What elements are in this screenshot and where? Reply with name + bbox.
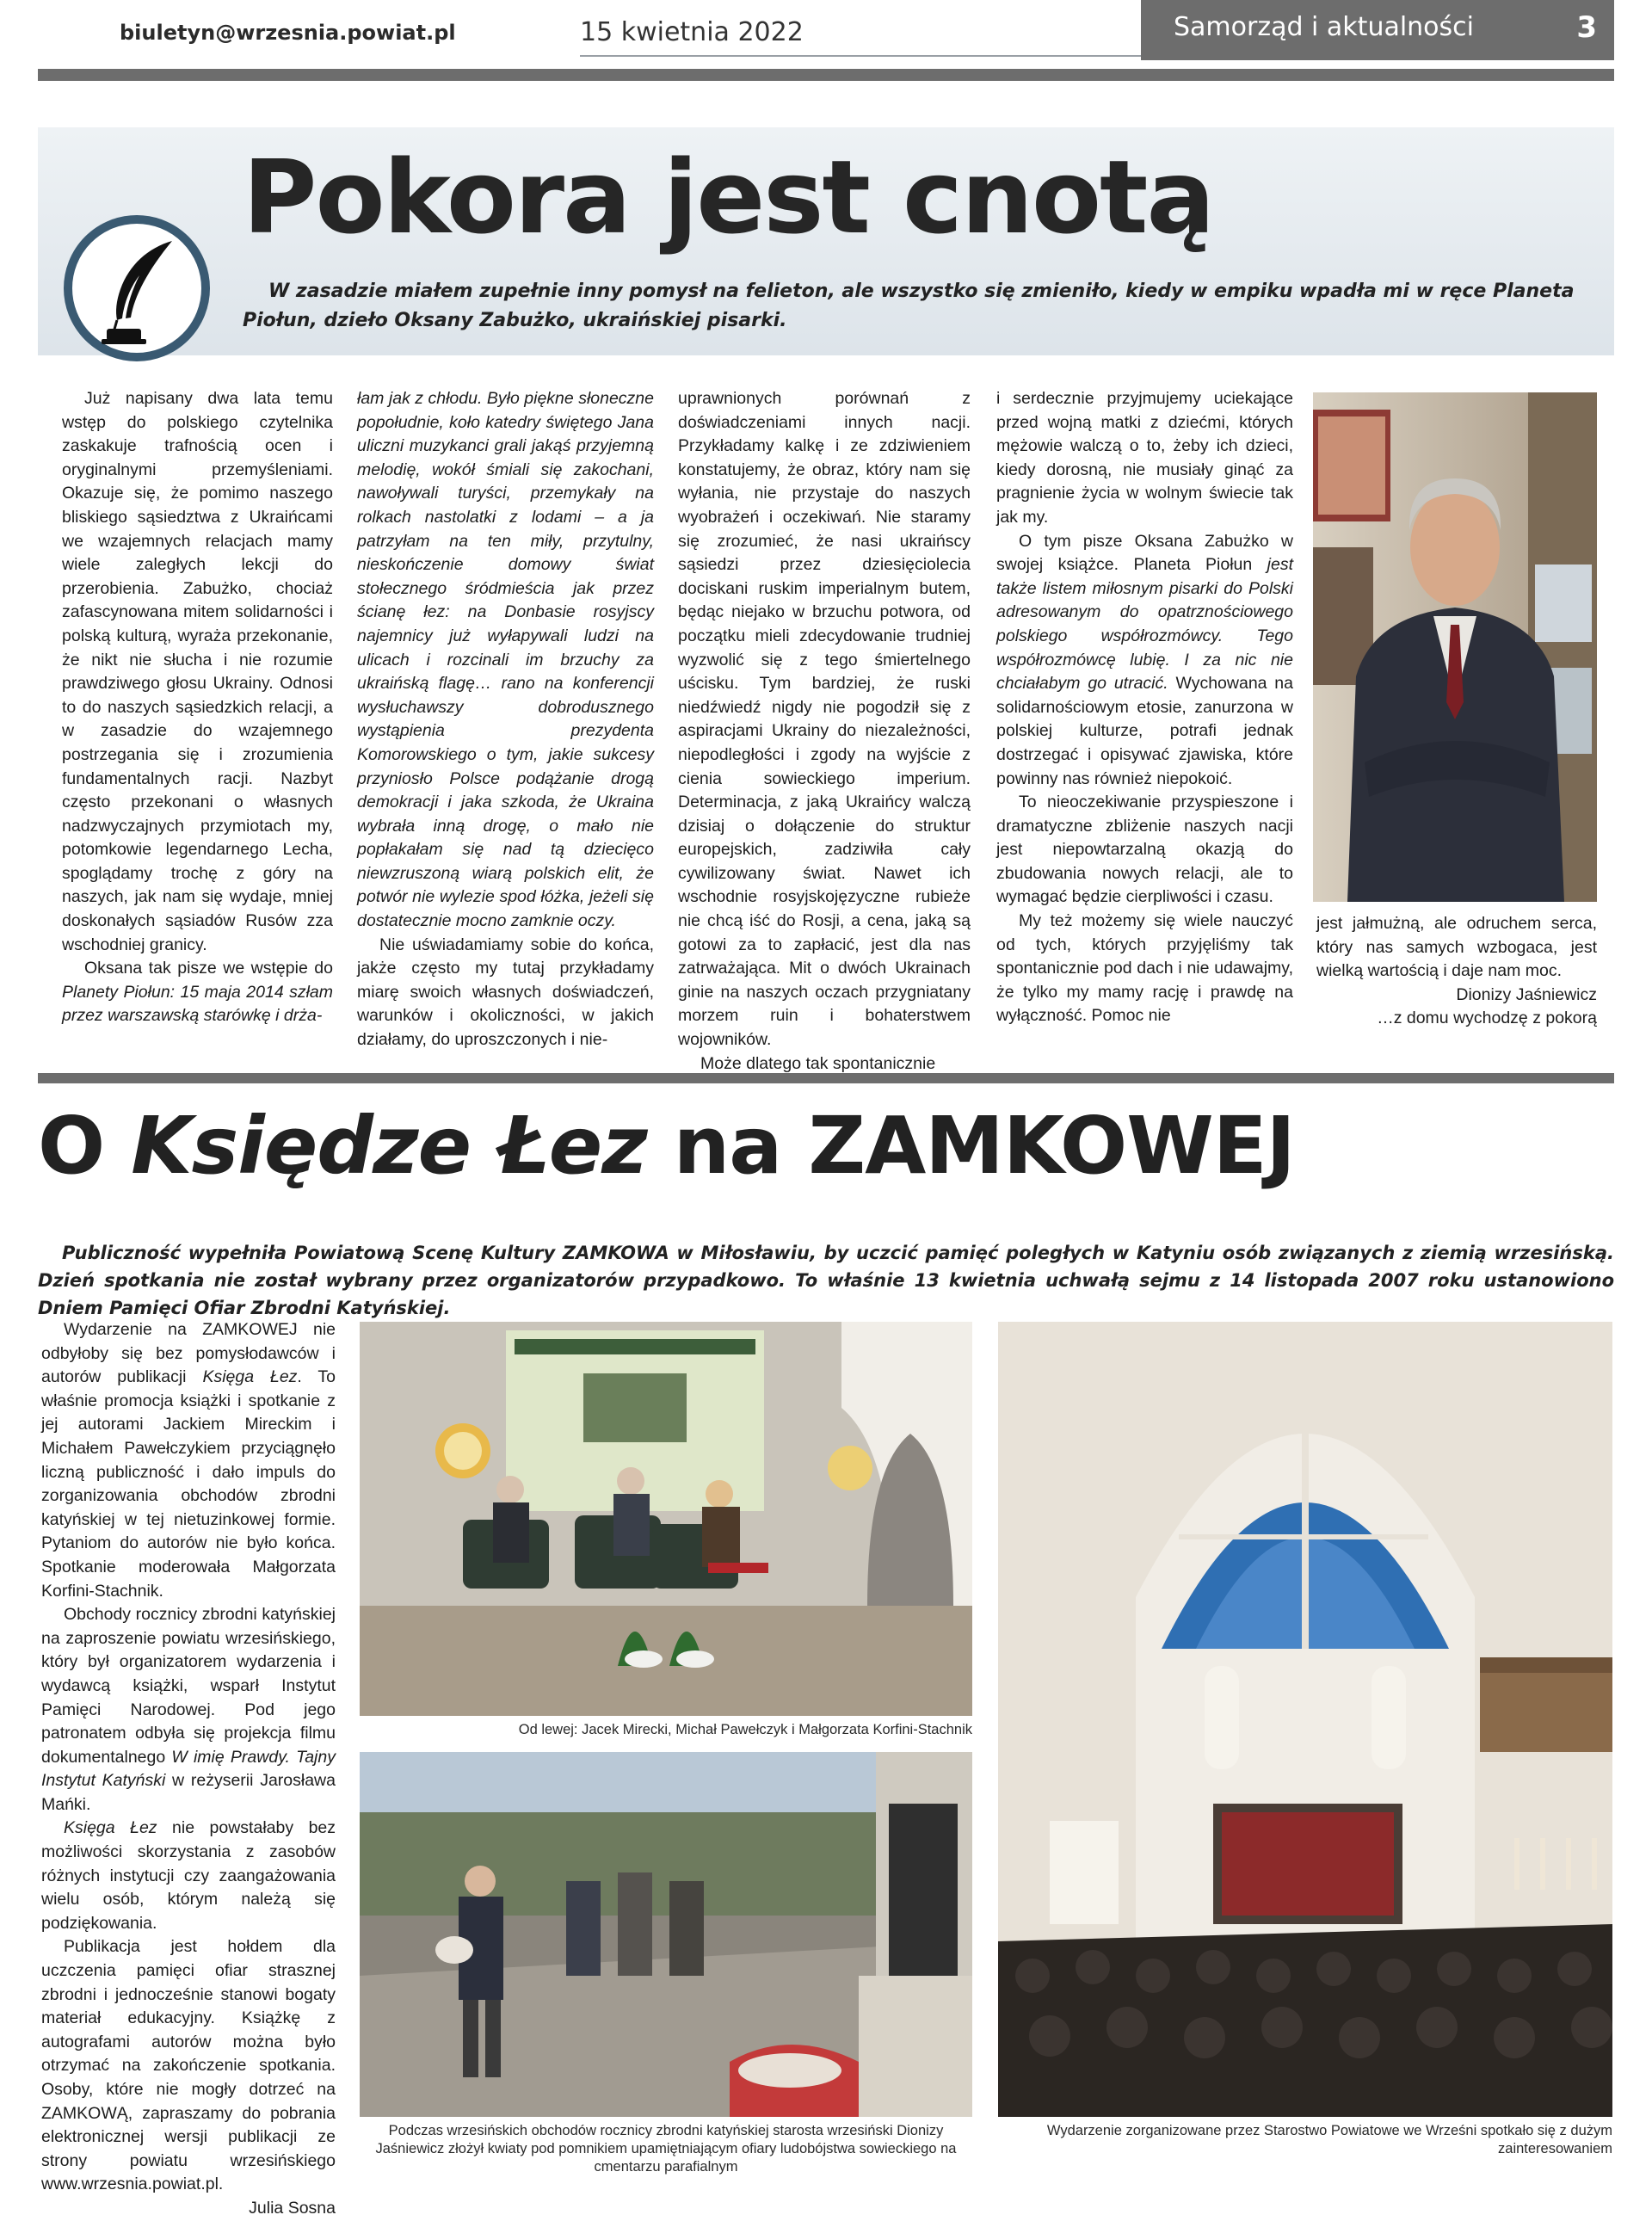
photo-caption: Podczas wrzesińskich obchodów rocznicy zbrodni katyńskiej starosta wrzesiński Dionizy Jaśniewicz złożył kwiaty pod pomnikiem upamiętniającym ofiary ludobójstwa sowieckiego na cmentarzu parafialnym [375,2123,957,2175]
paragraph: Wydarzenie na ZAMKOWEJ nie odbyłoby się bez pomysłodawców i autorów publikacji Księga Łez. To właśnie promocja książki i spotkanie z jej autorami Jackiem Mireckim i Michałem Pawełczykiem przyciągnęło liczną publiczność i dało impuls do zorganizowania obchodów zbrodni katyńskiej w tej nietuzinkowej formie. Pytaniom do autorów nie było końca. Spotkanie moderowała Małgorzata Korfini-Stachnik. [41,1320,336,1601]
paragraph: Oksana tak pisze we wstępie do Planety Piołun: 15 maja 2014 szłam przez warszawską starówkę i drża- [62,959,333,1026]
paragraph: Księga Łez nie powstałaby bez możliwości skorzystania z zasobów różnych instytucji czy zaangażowania wielu osób, którym należą się podziękowania. [41,1818,336,1933]
header-bar [38,69,1614,81]
article2-lead: Publiczność wypełniła Powiatową Scenę Kultury ZAMKOWA w Miłosławiu, by uczcić pamięć poległych w Katyniu osób związanych z ziemią wrzesińską. Dzień spotkania nie został wybrany przez organizatorów przypadkowo. To właśnie 13 kwietnia uchwałą sejmu z 14 listopada 2007 roku ustanowiono Dniem Pamięci Ofiar Zbrodni Katyńskiej. [38,1243,1614,1318]
article1-column-3 [678,387,971,1076]
photo-cemetery-ceremony [360,1752,972,2117]
paragraph: Może dlatego tak spontanicznie [700,1053,936,1073]
page-header [38,0,1614,60]
author-portrait-photo [1313,392,1597,902]
article2-title: O Księdze Łez na ZAMKOWEJ [38,1100,1295,1192]
paragraph: Publikacja jest hołdem dla uczczenia pamięci ofiar strasznej zbrodni i jednocześnie stanowi bogaty materiał edukacyjny. Książkę z autografami autorów można było otrzymać na zakończenie spotkania. Osoby, które nie mogły dotrzeć na ZAMKOWĄ, zapraszamy do pobrania elektronicznej wersji publikacji ze strony powiatu wrzesińskiego www.wrzesnia.powiat.pl. [41,1937,336,2194]
paragraph: O tym pisze Oksana Zabużko w swojej książce. Planeta Piołun jest także listem miłosnym pisarki do Polski adresowanym do opatrznościowego polskiego współrozmówcy. Tego współrozmówcę lubię. I za nic nie chciałabym go utracić. Wychowana na solidarnościowym etosie, zanurzona w polskiej kulturze, potrafi jednak dostrzegać i opisywać zjawiska, które powinny nas również niepokoić. [996,531,1293,788]
paragraph: Nie uświadamiamy sobie do końca, jakże często my tutaj przykładamy miarę swoich własnych doświadczeń, warunków i okoliczności, w jakich działamy, do uproszczonych i nie- [357,935,654,1050]
photo-panel-discussion [360,1322,972,1716]
quill-icon [64,215,210,361]
photo-caption: Wydarzenie zorganizowane przez Starostwo Powiatowe we Wrześni spotkało się z dużym zainteresowaniem [1046,2123,1612,2156]
paragraph: jest jałmużną, ale odruchem serca, który nas samych wzbogaca, jest wielką wartością i daje nam moc. [1316,914,1597,981]
header-email[interactable]: biuletyn@wrzesnia.powiat.pl [120,21,456,45]
article2-column [41,1318,336,2221]
column-signoff: …z domu wychodzę z pokorą [1377,1009,1597,1028]
photo-caption: Od lewej: Jacek Mirecki, Michał Pawełczyk i Małgorzata Korfini-Stachnik [518,1722,972,1737]
paragraph: To nieoczekiwanie przyspieszone i dramatyczne zbliżenie naszych nacji jest niepowtarzalną okazją do zbudowania nowych relacji, ale to wymagać będzie cierpliwości i czasu. [996,793,1293,907]
section-label: Samorząd i aktualności [1174,12,1474,42]
paragraph: uprawnionych porównań z doświadczeniami innych nacji. Przykładamy kalkę i ze zdziwieniem konstatujemy, że obraz, który nam się wyłania, nie przystaje do naszych wyobrażeń i oczekiwań. Nie staramy się zrozumieć, że nasi ukraińscy sąsiedzi przez dziesięciolecia dociskani ruskim imperialnym butem, będąc niejako w brzuchu potwora, od początku mieli zdecydowanie trudniej wyzwolić się z tego śmiertelnego uścisku. Tym bardziej, że ruski niedźwiedź nigdy nie pogodził się z aspiracjami Ukrainy do niezależności, niepodległości i zgody na wyjście z cienia sowieckiego imperium. Determinacja, z jaką Ukraińcy walczą dzisiaj o dołączenie do struktur europejskich, zadziwiła cały cywilizowany świat. Nawet ich wschodnie rosyjskojęzyczne rubieże nie chcą iść do Rosji, a cena, jaką są gotowi za to zapłacić, jest dla nas zatrważająca. Mit o dwóch Ukrainach ginie na naszych oczach przygniatany morzem ruin i bohaterstwem wojowników. [678,389,971,1050]
photo-church-interior [998,1322,1612,2117]
header-rule [580,55,1174,57]
paragraph: My też możemy się wiele nauczyć od tych, których przyjęliśmy tak spontanicznie pod dach i nie udawajmy, że tylko my mamy rację i prawdę na wyłączność. Pomoc nie [996,911,1293,1026]
page-number: 3 [1576,10,1597,45]
article1-column-1 [62,387,333,1028]
author-name: Dionizy Jaśniewicz [1456,984,1597,1004]
header-date: 15 kwietnia 2022 [580,17,804,47]
author-name: Julia Sosna [249,2198,336,2218]
paragraph: Już napisany dwa lata temu wstęp do polskiego czytelnika zaskakuje trafnością ocen i oryginalnymi przemyśleniami. Okazuje się, że pomimo naszego bliskiego sąsiedztwa z Ukraińcami we wzajemnych relacjach mamy wiele zaległych lekcji do przerobienia. Zabużko, chociaż zafascynowana mitem solidarności i polską kulturą, wyraża przekonanie, że nikt nie słucha i nie rozumie prawdziwego głosu Ukrainy. Odnosi to do naszych sąsiedzkich relacji, a w zasadzie do wzajemnego postrzegania się i zrozumienia fundamentalnych racji. Nazbyt często przekonani o własnych nadzwyczajnych przymiotach my, potomkowie legendarnego Lecha, spoglądamy trochę z góry na naszych, jak nam się wydaje, mniej doskonałych sąsiadów Rusów zza wschodniej granicy. [62,389,333,954]
paragraph: i serdecznie przyjmujemy uciekające przed wojną matki z dziećmi, których mężowie walczą o to, żeby ich dzieci, kiedy dorosną, nie musiały ginąć za pragnienie życia w wolnym świecie tak jak my. [996,389,1293,527]
article-separator [38,1073,1614,1083]
article1-title: Pokora jest cnotą [243,138,1214,256]
article1-column-2 [357,387,654,1052]
article1-lead: W zasadzie miałem zupełnie inny pomysł na felieton, ale wszystko się zmieniło, kiedy w empiku wpadła mi w ręce Planeta Piołun, dzieło Oksany Zabużko, ukraińskiej pisarki. [243,281,1575,331]
section-tab [1141,0,1614,60]
paragraph-quote: łam jak z chłodu. Było piękne słoneczne popołudnie, koło katedry świętego Jana uliczni muzykanci grali jakąś przyjemną melodię, wokół śmiali się zakochani, nawoływali turyści, przemykały na rolkach nastolatki z lodami – a ja patrzyłam na ten miły, przytulny, nieskończenie domowy świat stołecznego śródmieścia jak przez ścianę łez: na Donbasie rosyjscy najemnicy już wyłapywali ludzi na ulicach i rozcinali im brzuchy za ukraińską flagę… rano na konferencji wysłuchawszy dobrodusznego wystąpienia prezydenta Komorowskiego o tym, jakie sukcesy przyniosło Polsce podążanie drogą demokracji i jaka szkoda, że Ukraina wybrała inną drogę, o mało nie popłakałam się nad tą dziecięco niewzruszoną wiarą polskich elit, że potwór nie wylezie spod łóżka, jeżeli się dostatecznie mocno zamknie oczy. [357,389,654,931]
article1-column-4 [996,387,1293,1028]
paragraph: Obchody rocznicy zbrodni katyńskiej na zaproszenie powiatu wrzesińskiego, który był organizatorem wydarzenia i wydawcą książki, wsparł Instytut Pamięci Narodowej. Pod jego patronatem odbyła się projekcja filmu dokumentalnego W imię Prawdy. Tajny Instytut Katyński w reżyserii Jarosława Mańki. [41,1605,336,1814]
article1-column-5 [1316,912,1597,1031]
